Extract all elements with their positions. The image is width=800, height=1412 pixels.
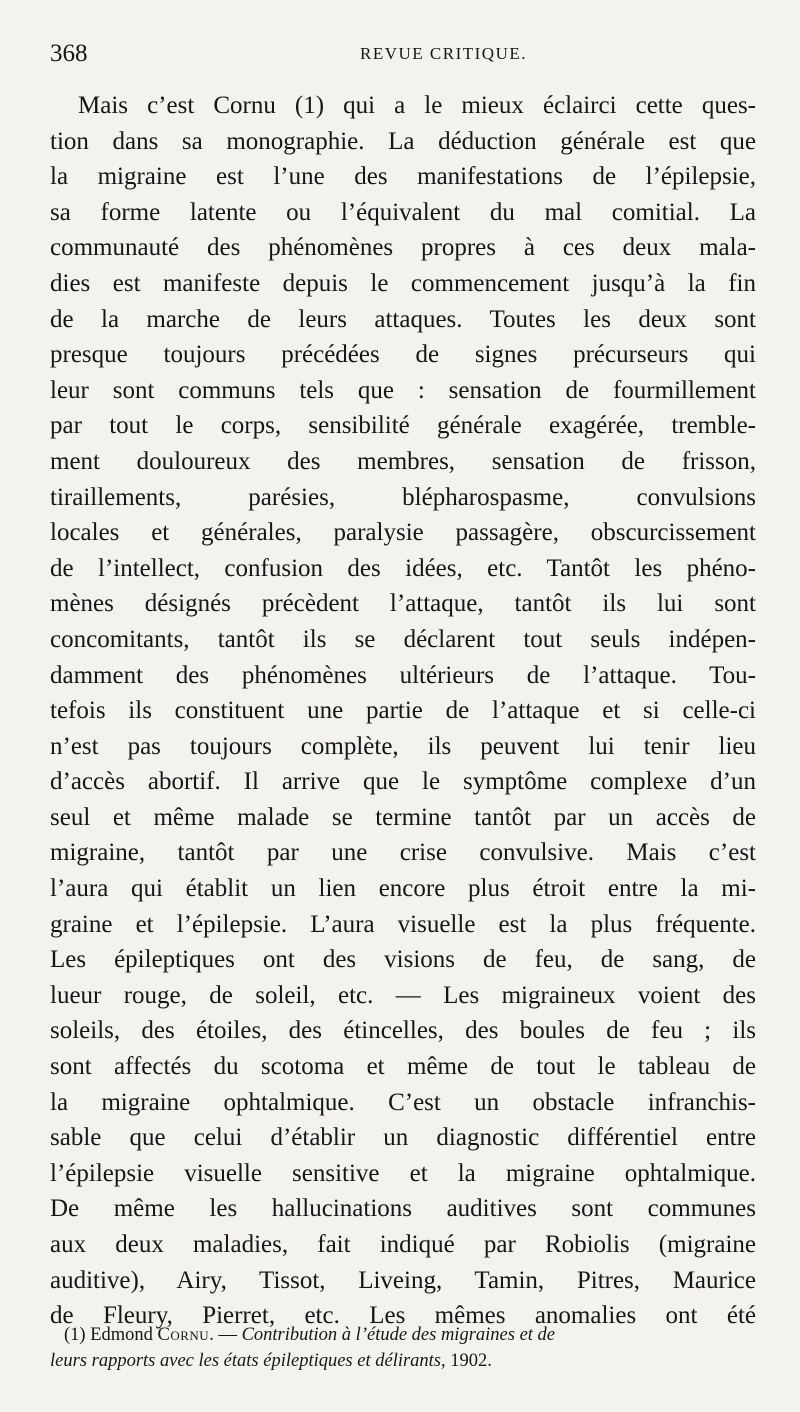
text-line: Mais c’est Cornu (1) qui a le mieux éclairci cette ques-	[78, 92, 756, 119]
footnote-title-part1: Contribution à l’étude des migraines et de	[241, 1325, 556, 1345]
page-header	[50, 40, 756, 70]
footnote-line	[50, 1322, 756, 1348]
body-paragraph	[50, 88, 756, 1334]
text-line: communauté des phénomènes propres à ces deux mala-	[50, 234, 756, 262]
text-line: lueur rouge, de soleil, etc. — Les migraineux voient des	[50, 981, 756, 1009]
text-line: graine et l’épilepsie. L’aura visuelle est la plus fréquente.	[50, 910, 756, 938]
text-line: dies est manifeste depuis le commencement jusqu’à la fin	[50, 269, 756, 297]
text-line: tefois ils constituent une partie de l’attaque et si celle-ci	[50, 697, 756, 725]
text-line: concomitants, tantôt ils se déclarent tout seuls indépen-	[50, 625, 756, 653]
page-number: 368	[50, 40, 88, 67]
text-line: de l’intellect, confusion des idées, etc. Tantôt les phéno-	[50, 554, 756, 582]
text-line: damment des phénomènes ultérieurs de l’attaque. Tou-	[50, 661, 756, 689]
footnote-marker: (1) Edmond	[64, 1325, 153, 1345]
footnote-line	[50, 1348, 756, 1374]
text-line: auditive), Airy, Tissot, Liveing, Tamin, Pitres, Maurice	[50, 1266, 756, 1294]
text-line: aux deux maladies, fait indiqué par Robiolis (migraine	[50, 1231, 756, 1258]
text-line: Les épileptiques ont des visions de feu, de sang, de	[50, 946, 756, 974]
text-line: ment douloureux des membres, sensation de frisson,	[50, 447, 756, 475]
running-head: REVUE CRITIQUE.	[360, 44, 527, 63]
text-line: n’est pas toujours complète, ils peuvent lui tenir lieu	[50, 732, 756, 760]
text-line: seul et même malade se termine tantôt par un accès de	[50, 803, 756, 831]
footnote-author: Cornu	[157, 1325, 210, 1345]
text-line: tiraillements, parésies, blépharospasme, convulsions	[50, 483, 756, 511]
text-line: d’accès abortif. Il arrive que le symptôme complexe d’un	[50, 768, 756, 796]
footnote-year: , 1902.	[441, 1351, 492, 1371]
text-line: l’aura qui établit un lien encore plus étroit entre la mi-	[50, 875, 756, 903]
text-line: l’épilepsie visuelle sensitive et la migraine ophtalmique.	[50, 1159, 756, 1187]
text-line: tion dans sa monographie. La déduction générale est que	[50, 127, 756, 155]
text-line: De même les hallucinations auditives sont communes	[50, 1195, 756, 1223]
text-line: presque toujours précédées de signes précurseurs qui	[50, 341, 756, 369]
text-line: la migraine est l’une des manifestations de l’épilepsie,	[50, 163, 756, 191]
text-line: sa forme latente ou l’équivalent du mal comitial. La	[50, 198, 756, 226]
footnote-separator: . —	[209, 1325, 237, 1345]
text-line: leur sont communs tels que : sensation de fourmillement	[50, 376, 756, 404]
text-line: par tout le corps, sensibilité générale exagérée, tremble-	[50, 412, 756, 440]
text-line: la migraine ophtalmique. C’est un obstacle infranchis-	[50, 1088, 756, 1116]
text-line: de Fleury, Pierret, etc. Les mêmes anomalies ont été	[50, 1302, 756, 1330]
footnote-title-part2: leurs rapports avec les états épileptiques et délirants	[50, 1351, 442, 1371]
text-line: sont affectés du scotoma et même de tout le tableau de	[50, 1053, 756, 1081]
text-line: locales et générales, paralysie passagère, obscurcissement	[50, 519, 756, 547]
text-line: migraine, tantôt par une crise convulsive. Mais c’est	[50, 839, 756, 867]
footnote	[50, 1322, 756, 1374]
text-line: mènes désignés précèdent l’attaque, tantôt ils lui sont	[50, 590, 756, 618]
text-line: soleils, des étoiles, des étincelles, des boules de feu ; ils	[50, 1017, 756, 1045]
text-line: sable que celui d’établir un diagnostic différentiel entre	[50, 1124, 756, 1152]
text-line: de la marche de leurs attaques. Toutes les deux sont	[50, 305, 756, 333]
